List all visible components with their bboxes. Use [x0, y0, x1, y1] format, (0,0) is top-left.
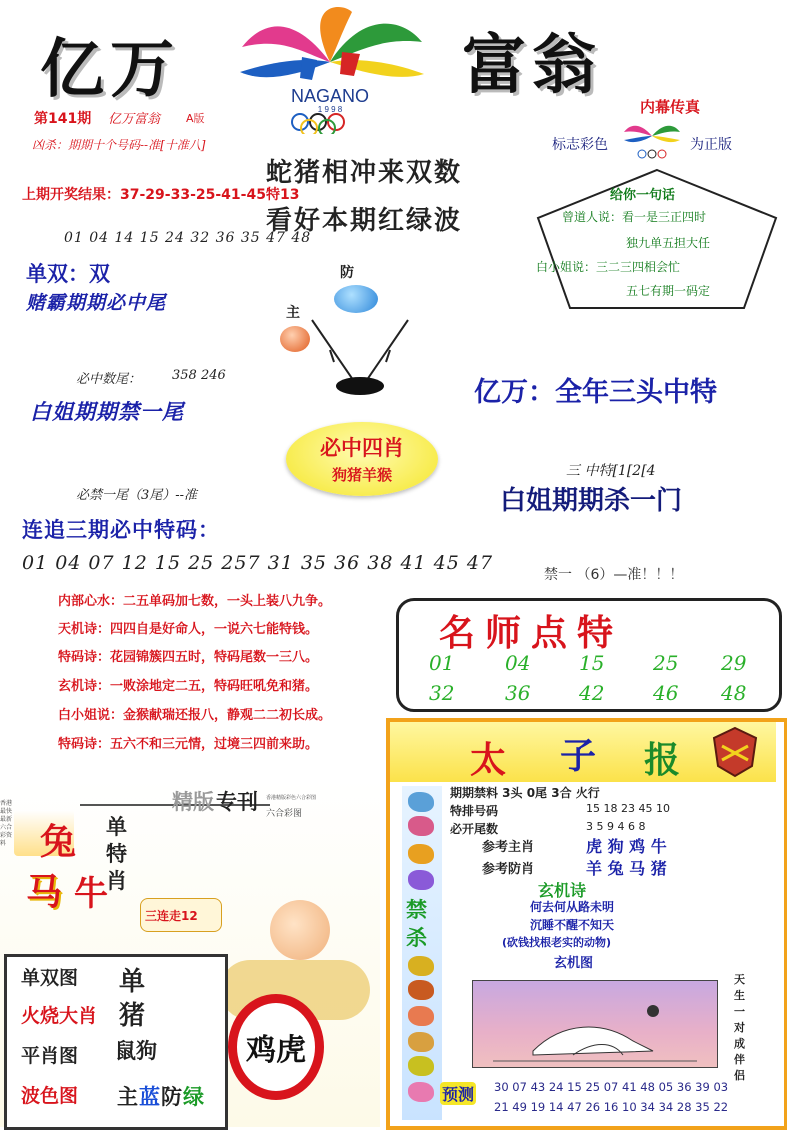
pentagon-line-4: 五七有期一码定 — [626, 284, 711, 298]
mingshi-num: 32 — [429, 681, 455, 705]
blue-char: 蓝 — [139, 1085, 160, 1109]
taizi-row2-label: 特排号码 — [450, 804, 499, 818]
san-tou-line2: 白姐期期杀一门 — [500, 486, 683, 516]
main-label: 主 — [286, 305, 300, 321]
zodiac-monkey-icon — [408, 1006, 434, 1026]
mingshi-num: 01 — [429, 651, 455, 675]
cartoon-figure-icon — [270, 900, 330, 960]
single-char: 单 — [119, 967, 146, 997]
taizi-row1: 期期禁料 3头 0尾 3合 火行 — [450, 786, 600, 800]
single-double-line: 赌霸期期必中尾 — [26, 292, 167, 314]
mingshi-num: 29 — [721, 651, 747, 675]
fax-title: 内幕传真 — [640, 98, 701, 116]
mingshi-num: 36 — [505, 681, 531, 705]
four-zodiac-animals: 狗猪羊猴 — [331, 466, 392, 484]
mingshi-num: 46 — [653, 681, 679, 705]
flower-logo-icon — [232, 2, 428, 134]
san-tou-line1: 三 中特[1[2[4 — [566, 463, 656, 479]
tail-label: 必中数尾： — [76, 372, 142, 387]
taizi-title-2: 子 — [560, 736, 597, 777]
slogan-2: 看好本期红绿波 — [266, 206, 463, 236]
zodiac-dog-icon — [408, 1056, 434, 1076]
pentagon-line-3: 白小姐说：三二三四相会忙 — [536, 260, 681, 274]
green-char: 绿 — [183, 1085, 204, 1109]
poem-line-6: 特码诗：五六不和三元情，过境三四前来助。 — [58, 737, 319, 752]
zodiac-rooster-icon — [408, 1032, 434, 1052]
zodiac-goat-icon — [408, 980, 434, 1000]
ban-tail: 必禁一尾（3尾）--准 — [76, 488, 198, 503]
jingban-tiny: 香港精版彩色六合彩图 — [266, 795, 317, 801]
four-zodiac-oval — [286, 422, 438, 496]
tail-line: 白姐期期禁一尾 — [30, 399, 184, 424]
zodiac-rat-icon — [408, 792, 434, 812]
taizi-row3-value: 3 5 9 4 6 8 — [586, 820, 646, 833]
zodiac-pig-icon — [408, 1082, 434, 1102]
consecutive-title: 连追三期必中特码： — [22, 518, 220, 542]
fax-right: 为正版 — [690, 137, 732, 153]
taizi-side-right: 天生一对成伴侣 — [734, 973, 745, 1082]
svg-text:1 9 9 8: 1 9 9 8 — [317, 105, 343, 114]
title-right: 富翁 — [462, 28, 602, 103]
poem-line-4: 玄机诗：一败涂地定二五，特码旺吼免和猪。 — [58, 679, 319, 694]
poem-line-5: 白小姐说：金猴献瑞还报八，静观二二初长成。 — [58, 708, 332, 723]
blue-ball-icon — [334, 285, 378, 313]
mingshi-num: 15 — [579, 651, 605, 675]
tag-text: 三连走12 — [145, 909, 198, 923]
consecutive-numbers: 01 04 07 12 15 25 257 31 35 36 38 41 45 47 — [22, 552, 494, 574]
jingban-grid-box — [4, 954, 228, 1130]
pentagon-line-1: 曾道人说：看一是三正四时 — [562, 210, 707, 224]
taizi-row2-value: 15 18 23 45 10 — [586, 802, 670, 815]
taizi-poem-2: 沉睡不醒不知天 — [530, 918, 615, 932]
mingshi-box — [396, 598, 782, 712]
grid-item-3: 平肖图 — [21, 1045, 79, 1067]
jingban-title-b: 专刊 — [216, 790, 258, 814]
taizi-poem-3: (砍钱找根老实的动物) — [502, 936, 612, 949]
numbers-top: 01 04 14 15 24 32 36 35 47 48 — [64, 230, 312, 246]
issue-edition: A版 — [186, 112, 205, 125]
single-double-label: 单双：双 — [26, 261, 110, 286]
grid-item-fire: 火烧 — [21, 1005, 60, 1027]
poem-line-1: 内部心水：二五单码加七数，一头上装八九争。 — [58, 594, 332, 609]
fax-left: 标志彩色 — [552, 137, 608, 153]
issue-brand: 亿万富翁 — [108, 112, 161, 127]
grid-item-4: 波色图 — [21, 1085, 79, 1107]
taizi-defend-label: 参考防肖 — [482, 862, 535, 877]
zodiac-tiger-icon — [408, 844, 434, 864]
last-result: 上期开奖结果：37-29-33-25-41-45特13 — [22, 187, 300, 203]
fax-logo-icon — [622, 118, 682, 162]
taizi-bottom-row-1: 30 07 43 24 15 25 07 41 48 05 36 39 03 — [494, 1080, 729, 1094]
jin-yi: 禁一 （6）—准！！！ — [544, 567, 684, 583]
taizi-bottom-row-2: 21 49 19 14 47 26 16 10 34 34 28 35 22 — [494, 1100, 729, 1114]
grid-item-1: 单双图 — [21, 967, 79, 989]
tail-values: 358 246 — [172, 368, 226, 383]
taizi-predict: 预测 — [440, 1082, 476, 1105]
pentagon-line-2: 独九单五担大任 — [626, 236, 711, 250]
horse-char: 马 — [26, 872, 63, 913]
riddle-sketch-icon — [473, 981, 717, 1067]
mingshi-num: 42 — [579, 681, 605, 705]
poem-line-2: 天机诗：四四自是好命人，一说六七能特钱。 — [58, 622, 319, 637]
taizi-xuanji: 玄机诗 — [538, 881, 587, 900]
main-char: 主 — [117, 1085, 138, 1109]
rabbit-char: 兔 — [40, 822, 77, 863]
ox-char: 牛 — [74, 874, 108, 914]
defend-char: 防 — [161, 1085, 182, 1109]
mingshi-num: 25 — [653, 651, 679, 675]
taizi-poem-1: 何去何从路未明 — [530, 900, 615, 914]
mingshi-num: 48 — [721, 681, 747, 705]
rat-dog-chars: 鼠狗 — [115, 1039, 157, 1063]
four-zodiac-title: 必中四肖 — [320, 436, 404, 460]
taizi-main-value: 虎 狗 鸡 牛 — [586, 837, 667, 856]
taizi-side-left: 禁杀 — [406, 898, 427, 950]
poem-line-3: 特码诗：花园锦簇四五时，特码尾数一三八。 — [58, 650, 319, 665]
taizi-title-1: 太 — [470, 740, 507, 781]
pentagon-box — [534, 166, 780, 312]
riddle-picture — [472, 980, 718, 1068]
jingban-sub: 六合彩图 — [266, 809, 303, 819]
single-special: 单特肖 — [106, 815, 127, 893]
tag-box — [140, 898, 222, 932]
full-year: 亿万：全年三头中特 — [474, 377, 717, 408]
shield-emblem-icon — [710, 726, 760, 778]
title-left: 亿万 — [40, 32, 180, 107]
issue-line2: 凶杀：期期十个号码--准[十准八] — [32, 138, 206, 152]
taizi-xuanji-pic: 玄机图 — [554, 956, 594, 971]
taizi-title-3: 报 — [644, 740, 681, 781]
taizi-row3-label: 必开尾数 — [450, 822, 499, 836]
pentagon-title: 给你一句话 — [610, 188, 676, 203]
pig-char: 猪 — [119, 1001, 146, 1031]
defend-label: 防 — [340, 265, 354, 281]
jingban-title-a: 精版 — [172, 790, 214, 814]
taizi-defend-value: 羊 兔 马 猪 — [586, 859, 667, 878]
scale-icon — [300, 310, 420, 400]
zodiac-horse-icon — [408, 956, 434, 976]
mingshi-num: 04 — [505, 651, 531, 675]
mingshi-title: 名师点特 — [439, 612, 624, 654]
taizi-panel — [386, 718, 787, 1130]
slogan-1: 蛇猪相冲来双数 — [266, 158, 463, 188]
taizi-main-label: 参考主肖 — [482, 840, 535, 855]
jingban-vertical: 香港最快最新六合彩资料 — [0, 800, 13, 847]
svg-text:NAGANO: NAGANO — [290, 86, 370, 106]
zodiac-ox-icon — [408, 816, 434, 836]
grid-item-2: 大肖 — [59, 1005, 98, 1027]
issue-label: 第141期 — [34, 111, 92, 127]
circle-text: 鸡虎 — [246, 1033, 306, 1068]
zodiac-rabbit-icon — [408, 870, 434, 890]
nagano-logo — [232, 2, 428, 134]
jingban-panel — [0, 780, 380, 1127]
circle-badge — [228, 994, 324, 1100]
